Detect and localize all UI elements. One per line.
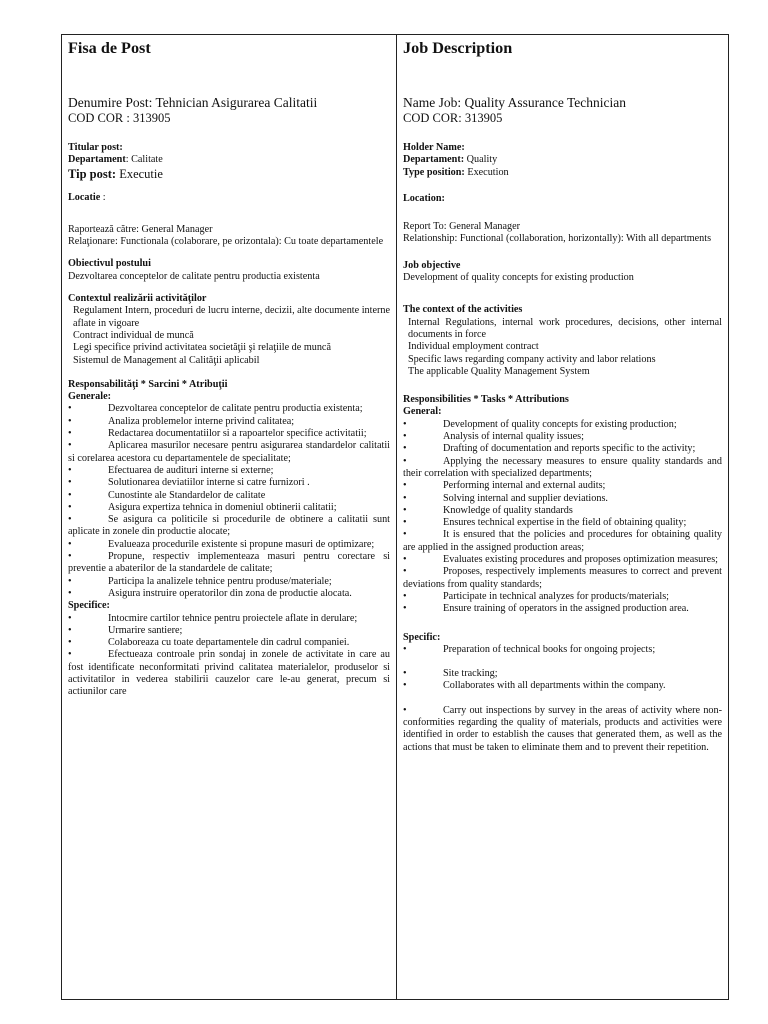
right-relationship: Relationship: Functional (collaboration, horizontally): With all departments	[403, 233, 712, 245]
bullet-item	[403, 480, 722, 492]
left-location-value: :	[100, 191, 106, 203]
bullet-item	[403, 456, 722, 481]
bullet-item	[68, 649, 390, 698]
left-specific-label: Specifice:	[68, 600, 110, 612]
bullet-item	[68, 502, 390, 514]
bullet-text: Site tracking;	[443, 668, 498, 680]
bullet-icon: •	[68, 464, 72, 476]
bullet-text: Propune, respectiv implementeaza masuri pentru corectare si preventie a abaterilor de la standardele de calitate;	[68, 551, 390, 575]
bullet-icon: •	[68, 649, 72, 661]
bullet-icon: •	[403, 504, 407, 516]
bullet-icon: •	[403, 704, 407, 716]
bullet-text: Analysis of internal quality issues;	[443, 431, 584, 443]
bullet-icon: •	[403, 517, 407, 529]
left-reports-to: Raportează către: General Manager	[68, 223, 213, 235]
right-type	[403, 167, 722, 179]
right-type-value: Execution	[464, 166, 509, 178]
bullet-text: Carry out inspections by survey in the areas of activity where non-conformities regarding the quality of materials, products and activities were identified in order to establish the causes that generated them, as well as the actions that must be taken to eliminate them and to prevent their repetition.	[403, 704, 722, 753]
right-context-item: Internal Regulations, internal work procedures, decisions, other internal documents in force	[408, 316, 722, 340]
left-type	[68, 167, 390, 182]
bullet-text: Intocmire cartilor tehnice pentru proiectele aflate in derulare;	[108, 612, 358, 624]
right-department	[403, 154, 722, 166]
bullet-icon: •	[68, 587, 72, 599]
bullet-text: Development of quality concepts for existing production;	[443, 418, 677, 430]
left-general-list	[68, 403, 390, 600]
right-dept-label: Departament:	[403, 154, 465, 166]
bullet-icon: •	[403, 590, 407, 602]
bullet-icon: •	[403, 492, 407, 504]
bullet-text: Dezvoltarea conceptelor de calitate pentru productia existenta;	[108, 403, 363, 415]
bullet-item	[68, 490, 390, 502]
bullet-icon: •	[403, 603, 407, 615]
left-objective-title: Obiectivul postului	[68, 258, 151, 270]
bullet-text: Drafting of documentation and reports specific to the activity;	[443, 443, 696, 455]
bullet-icon: •	[403, 668, 407, 680]
bullet-icon: •	[403, 443, 407, 455]
right-context-item: Specific laws regarding company activity and labor relations	[408, 353, 656, 365]
right-specific-list	[403, 644, 722, 754]
bullet-item	[68, 416, 390, 428]
bullet-item	[403, 591, 722, 603]
left-objective-text: Dezvoltarea conceptelor de calitate pentru productia existenta	[68, 270, 320, 282]
right-context-item: The applicable Quality Management System	[408, 365, 590, 377]
bullet-icon: •	[68, 501, 72, 513]
left-dept-value: : Calitate	[125, 154, 163, 166]
bullet-text: Urmarire santiere;	[108, 624, 183, 636]
bullet-icon: •	[403, 455, 407, 467]
bullet-item	[68, 613, 390, 625]
bullet-text: Analiza problemelor interne privind calitatea;	[108, 415, 295, 427]
left-general-label: Generale:	[68, 391, 111, 403]
bullet-item	[68, 440, 390, 465]
bullet-item	[68, 403, 390, 415]
bullet-item	[68, 514, 390, 539]
right-responsibilities-title: Responsibilities * Tasks * Attributions	[403, 394, 569, 406]
right-holder-label: Holder Name:	[403, 142, 465, 153]
bullet-item	[68, 576, 390, 588]
bullet-text: Solving internal and supplier deviations.	[443, 492, 608, 504]
right-reports-to: Report To: General Manager	[403, 221, 521, 233]
bullet-item	[68, 625, 390, 637]
bullet-icon: •	[68, 415, 72, 427]
bullet-text: Redactarea documentatiilor si a rapoartelor specifice activitatii;	[108, 428, 367, 440]
bullet-icon: •	[403, 643, 407, 655]
bullet-text: Performing internal and external audits;	[443, 480, 606, 492]
bullet-text: Efectueaza controale prin sondaj in zonele de activitate in care au fost identificate neconformitati privind calitatea materialelor, produselor si activitatilor in vederea stabilirii cauzelor care le-au generat, precum si actiunilor care	[68, 649, 390, 698]
bullet-item	[403, 554, 722, 566]
bullet-icon: •	[68, 637, 72, 649]
bullet-item	[68, 465, 390, 477]
left-job-name: Denumire Post: Tehnician Asigurarea Calitatii	[68, 95, 318, 110]
bullet-item	[68, 588, 390, 600]
right-general-label: General:	[403, 406, 442, 418]
right-specific-label: Specific:	[403, 631, 441, 643]
left-dept-label: Departament	[68, 154, 126, 166]
left-context-item: Legi specifice privind activitatea societăţii şi relaţiile de muncă	[73, 342, 331, 354]
bullet-item	[403, 431, 722, 443]
bullet-item	[403, 566, 722, 591]
bullet-icon: •	[68, 440, 72, 452]
bullet-item	[403, 705, 722, 754]
bullet-text: Participate in technical analyzes for products/materials;	[443, 590, 670, 602]
left-type-label: Tip post:	[68, 166, 117, 181]
bullet-icon: •	[403, 529, 407, 541]
right-objective-text: Development of quality concepts for existing production	[403, 272, 634, 284]
bullet-text: Collaborates with all departments within the company.	[443, 680, 666, 692]
bullet-text: Participa la analizele tehnice pentru produse/materiale;	[108, 575, 332, 587]
bullet-item	[403, 493, 722, 505]
bullet-icon: •	[403, 480, 407, 492]
bullet-text: Efectuarea de audituri interne si externe;	[108, 464, 274, 476]
right-context-title: The context of the activities	[403, 304, 523, 316]
bullet-icon: •	[68, 477, 72, 489]
left-holder-label: Titular post:	[68, 142, 123, 153]
bullet-icon: •	[403, 431, 407, 443]
left-context-title: Contextul realizării activităţilor	[68, 293, 207, 305]
right-cod: COD COR: 313905	[403, 111, 503, 125]
bullet-text: Applying the necessary measures to ensure quality standards and their correlation with specialized departments;	[403, 455, 722, 479]
bullet-item	[403, 644, 722, 656]
right-objective-title: Job objective	[403, 259, 461, 271]
left-location	[68, 192, 390, 204]
bullet-item	[68, 637, 390, 649]
bullet-text: Solutionarea deviatiilor interne si catre furnizori .	[108, 477, 310, 489]
bullet-text: It is ensured that the policies and procedures for obtaining quality are applied in the assigned production areas;	[403, 529, 722, 553]
left-context-item: Contract individual de muncă	[73, 329, 194, 341]
bullet-item	[403, 505, 722, 517]
bullet-text: Ensures technical expertise in the field of obtaining quality;	[443, 517, 687, 529]
bullet-text: Ensure training of operators in the assigned production area.	[443, 603, 689, 615]
bullet-icon: •	[68, 575, 72, 587]
english-column	[397, 35, 728, 999]
romanian-column	[62, 35, 397, 999]
bullet-text: Asigura instruire operatorilor din zona de productie alocata.	[108, 587, 352, 599]
bullet-item	[403, 529, 722, 554]
bullet-icon: •	[68, 489, 72, 501]
right-type-label: Type position:	[403, 166, 465, 178]
right-context-item: Individual employment contract	[408, 341, 539, 353]
bullet-item	[68, 428, 390, 440]
bullet-item	[403, 680, 722, 692]
right-job-name: Name Job: Quality Assurance Technician	[403, 95, 626, 110]
bullet-icon: •	[68, 624, 72, 636]
bullet-icon: •	[68, 428, 72, 440]
bullet-icon: •	[68, 514, 72, 526]
left-type-value: Executie	[116, 166, 163, 181]
bullet-text: Se asigura ca politicile si procedurile de obtinere a calitatii sunt aplicate in zonele din productie alocate;	[68, 514, 390, 538]
bullet-item	[403, 603, 722, 615]
left-responsibilities-title: Responsabilităţi * Sarcini * Atribuţii	[68, 378, 228, 390]
bullet-icon: •	[68, 551, 72, 563]
job-description-table	[61, 34, 729, 1000]
bullet-text: Aplicarea masurilor necesare pentru asigurarea standardelor calitatii si corelarea acestora cu departamentele de specialitate;	[68, 440, 390, 464]
right-location-label: Location:	[403, 192, 445, 204]
bullet-text: Proposes, respectively implements measures to correct and prevent deviations from quality standards;	[403, 566, 722, 590]
bullet-text: Evaluates existing procedures and proposes optimization measures;	[443, 554, 718, 566]
bullet-icon: •	[403, 554, 407, 566]
left-title: Fisa de Post	[68, 39, 151, 57]
bullet-item	[403, 668, 722, 680]
bullet-icon: •	[403, 566, 407, 578]
bullet-icon: •	[403, 418, 407, 430]
bullet-text: Colaboreaza cu toate departamentele din cadrul companiei.	[108, 637, 350, 649]
left-specific-list	[68, 613, 390, 699]
left-context-item: Regulament Intern, proceduri de lucru interne, decizii, alte documente interne aflate in vigoare	[73, 305, 390, 329]
bullet-text: Asigura expertiza tehnica in domeniul obtinerii calitatii;	[108, 501, 337, 513]
bullet-item	[403, 517, 722, 529]
bullet-item	[68, 477, 390, 489]
right-general-list	[403, 419, 722, 616]
left-context-item: Sistemul de Management al Calităţii aplicabil	[73, 354, 260, 366]
bullet-icon: •	[68, 612, 72, 624]
bullet-item	[68, 539, 390, 551]
bullet-icon: •	[68, 403, 72, 415]
bullet-text: Evalueaza procedurile existente si propune masuri de optimizare;	[108, 538, 375, 550]
bullet-icon: •	[68, 538, 72, 550]
bullet-text: Preparation of technical books for ongoing projects;	[443, 643, 656, 655]
bullet-text: Knowledge of quality standards	[443, 504, 573, 516]
right-dept-value: Quality	[464, 154, 498, 166]
bullet-item	[68, 551, 390, 576]
left-location-label: Locatie	[68, 191, 101, 203]
bullet-text: Cunostinte ale Standardelor de calitate	[108, 489, 266, 501]
left-department	[68, 154, 390, 166]
left-relationship: Relaţionare: Functionala (colaborare, pe orizontala): Cu toate departamentele	[68, 236, 384, 248]
bullet-item	[403, 419, 722, 431]
bullet-icon: •	[403, 680, 407, 692]
right-title: Job Description	[403, 39, 513, 57]
bullet-item	[403, 443, 722, 455]
left-cod: COD COR : 313905	[68, 111, 171, 125]
